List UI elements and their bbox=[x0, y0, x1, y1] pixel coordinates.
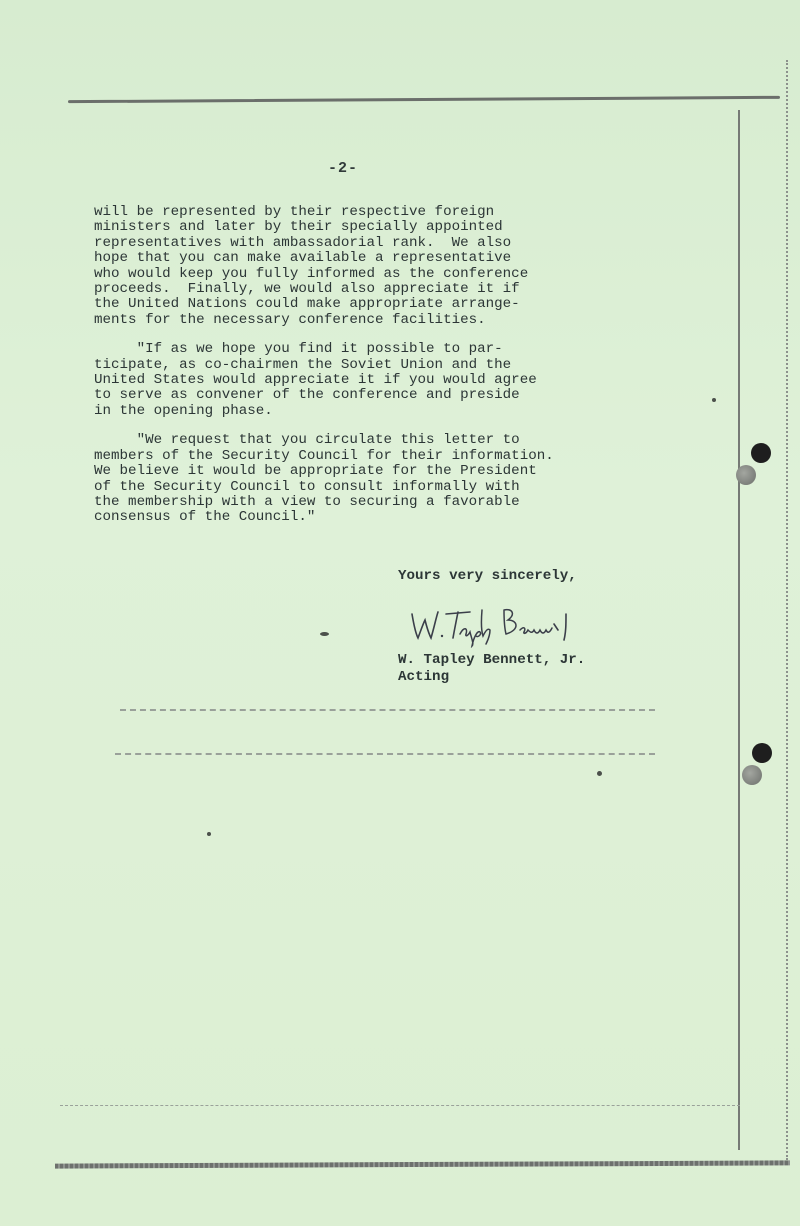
handwritten-signature bbox=[408, 600, 588, 653]
speck bbox=[320, 632, 329, 636]
speck bbox=[712, 398, 716, 402]
right-edge-rule bbox=[786, 60, 789, 1160]
signer-title: Acting bbox=[398, 669, 450, 685]
speck bbox=[597, 771, 602, 776]
right-margin-rule bbox=[738, 110, 740, 1150]
closing: Yours very sincerely, bbox=[398, 568, 577, 584]
signer-block bbox=[398, 652, 585, 686]
speck bbox=[207, 832, 211, 836]
bottom-rule bbox=[55, 1160, 790, 1168]
top-rule bbox=[68, 96, 780, 103]
punch-hole bbox=[736, 465, 756, 485]
paragraph: "We request that you circulate this letter to members of the Security Council for their information. We believe it would be appropriate for the President of the Security Council to consult informally with the membership with a view to securing a favorable consensus of the Council." bbox=[94, 432, 554, 526]
dashed-line bbox=[120, 709, 655, 711]
paragraph: "If as we hope you find it possible to par- ticipate, as co-chairmen the Soviet Union and the United States would appreciate it if you would agree to serve as convener of the conference and preside in the opening phase. bbox=[94, 341, 537, 419]
paragraph: will be represented by their respective foreign ministers and later by their specially appointed representatives with ambassadorial rank. We also hope that you can make available a representative who would keep you fully informed as the conference proceeds. Finally, we would also appreciate it if the United Nations could make appropriate arrange- ments for the necessary conference facilities. bbox=[94, 204, 529, 328]
punch-hole bbox=[751, 443, 771, 463]
signer-name: W. Tapley Bennett, Jr. bbox=[398, 652, 586, 668]
dashed-line bbox=[115, 753, 655, 755]
page-number: -2- bbox=[328, 160, 359, 177]
dashed-line bbox=[60, 1105, 740, 1106]
punch-hole bbox=[752, 743, 772, 763]
letter-body bbox=[94, 205, 654, 540]
punch-hole bbox=[742, 765, 762, 785]
